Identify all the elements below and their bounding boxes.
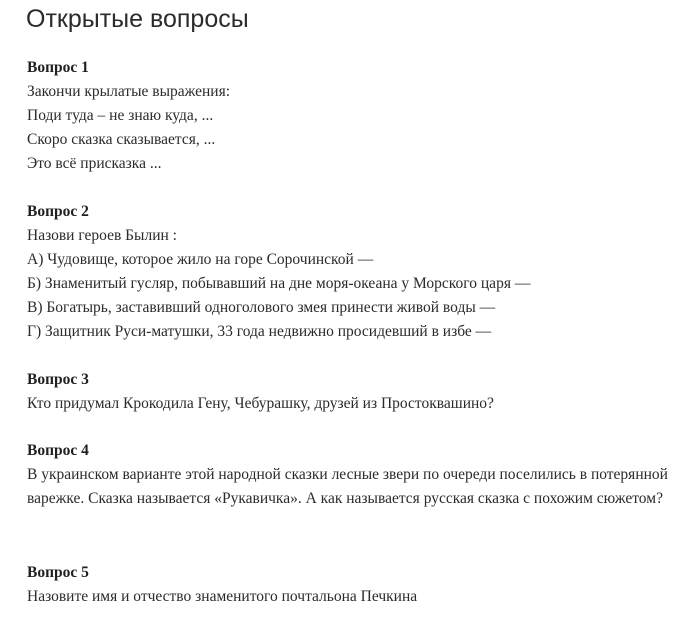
question-4-text: В украинском варианте этой народной сказки лесные звери по очереди поселились в потерянной варежке. Сказка называется «Рукавичка». А как называется русская сказка с похожим сюжетом? <box>27 466 668 507</box>
question-1-line-1: Поди туда – не знаю куда, ... <box>27 107 214 124</box>
question-1-intro: Закончи крылатые выражения: <box>27 83 231 100</box>
question-3-heading: Вопрос 3 <box>27 371 89 388</box>
question-1-line-2: Скоро сказка сказывается, ... <box>27 131 216 148</box>
question-2-line-b: Б) Знаменитый гусляр, побывавший на дне моря-океана у Морского царя — <box>27 275 531 292</box>
question-4-heading: Вопрос 4 <box>27 442 89 459</box>
question-5 <box>27 561 687 609</box>
question-3-text: Кто придумал Крокодила Гену, Чебурашку, друзей из Простоквашино? <box>27 395 494 412</box>
question-2-line-c: В) Богатырь, заставивший одноголового змея принести живой воды — <box>27 299 496 316</box>
question-5-heading: Вопрос 5 <box>27 564 89 581</box>
question-2-line-d: Г) Защитник Руси-матушки, 33 года недвижно просидевший в избе — <box>27 323 492 340</box>
question-1-line-3: Это всё присказка ... <box>27 155 162 172</box>
question-2 <box>27 200 687 344</box>
page-title: Открытые вопросы <box>26 5 249 33</box>
question-1-heading: Вопрос 1 <box>27 59 89 76</box>
question-5-text: Назовите имя и отчество знаменитого почтальона Печкина <box>27 588 418 605</box>
question-3 <box>27 368 687 416</box>
question-2-line-a: А) Чудовище, которое жило на горе Сорочинской — <box>27 251 374 268</box>
question-1 <box>27 56 687 176</box>
question-2-heading: Вопрос 2 <box>27 203 89 220</box>
question-2-intro: Назови героев Былин : <box>27 227 177 244</box>
question-4 <box>27 439 687 511</box>
